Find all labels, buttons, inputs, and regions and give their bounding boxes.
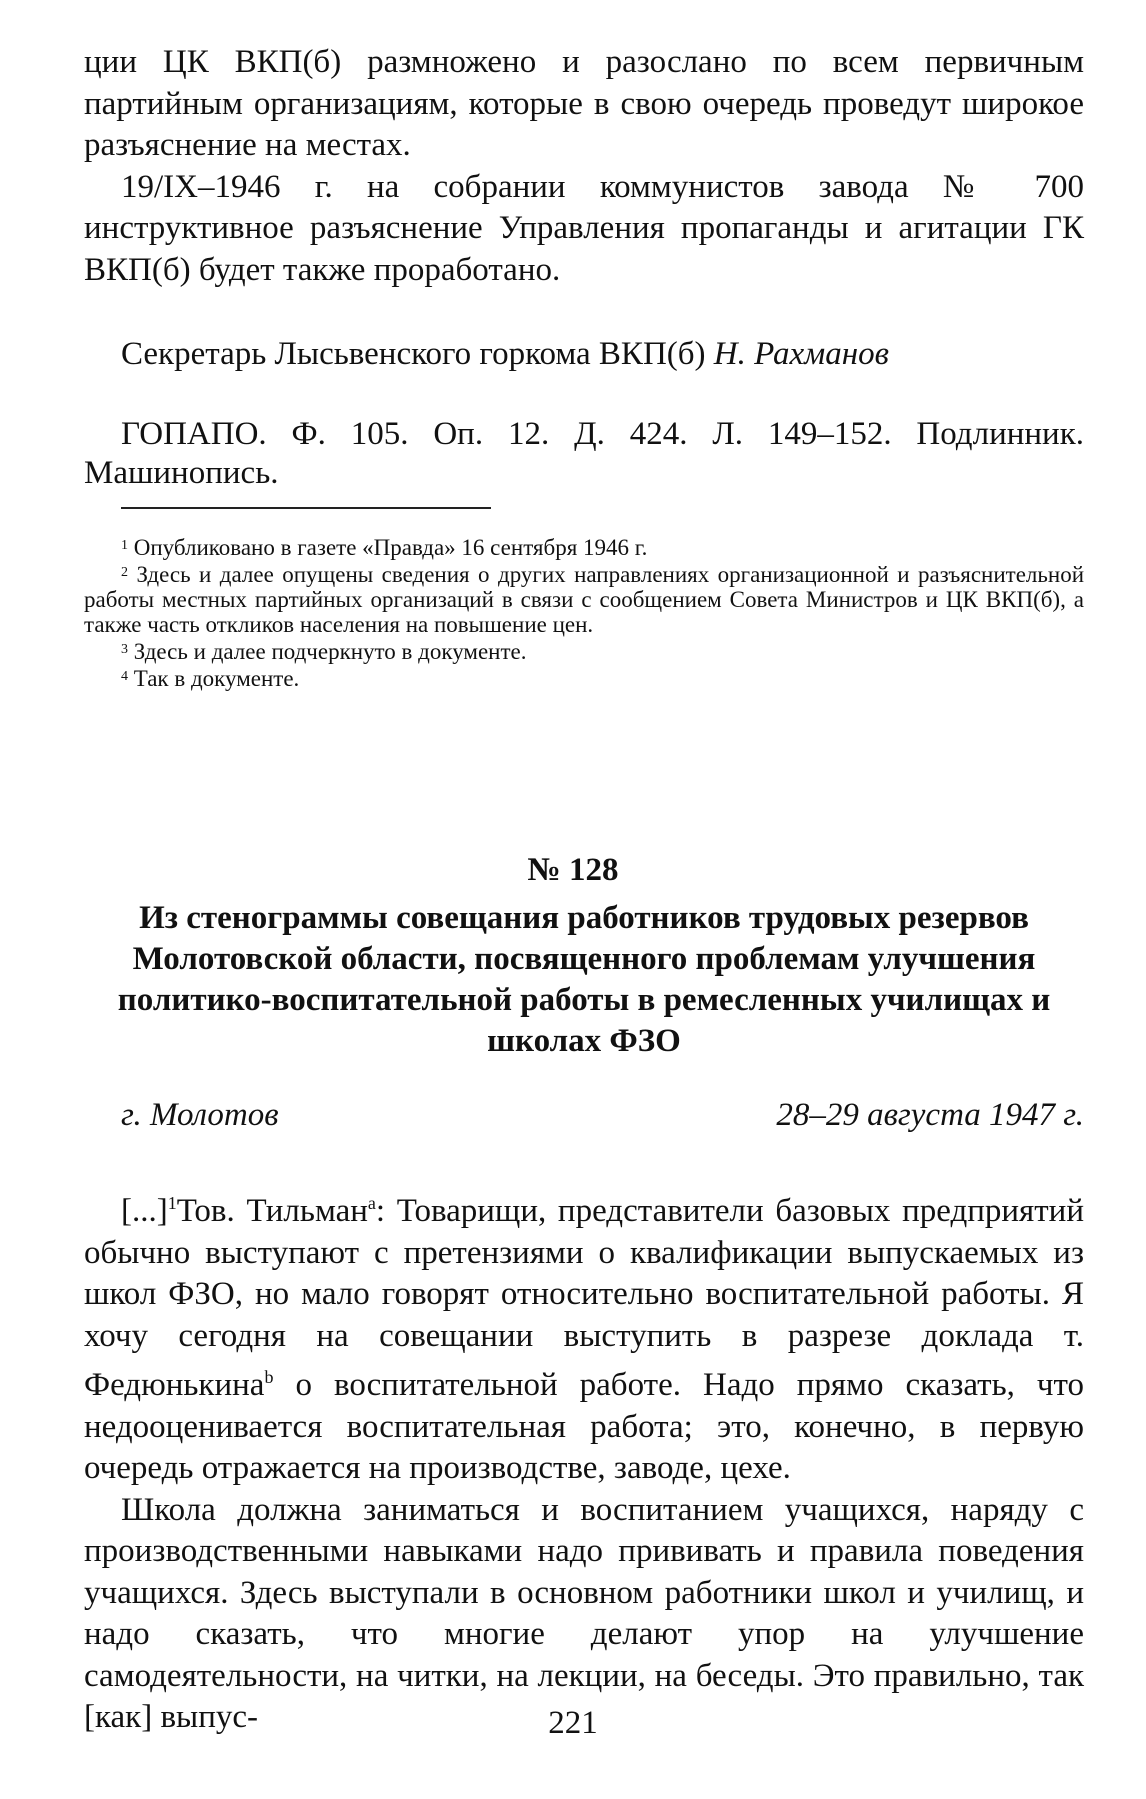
document-body bbox=[84, 1183, 1084, 1739]
signature-line bbox=[121, 336, 889, 373]
paragraph-school: Школа должна заниматься и воспитанием учащихся, наряду с производственными навыками надо прививать и правила поведения учащихся. Здесь выступали в основном работники школ и училищ, и надо сказать, что многие делают упор на улучшение самодеятельности, на читки, на лекции, на беседы. Это правильно, так [как] выпус- bbox=[84, 1491, 1084, 1735]
footnote: $^4$ Так в документе. bbox=[121, 666, 300, 691]
page-number: 221 bbox=[548, 1705, 598, 1741]
document-number: № 128 bbox=[527, 852, 619, 888]
footnotes bbox=[84, 533, 1084, 691]
paragraph-continued: ции ЦК ВКП(б) размножено и разослано по всем первичным партийным организациям, которые в свою очередь проведут широкое разъяснение на местах. bbox=[84, 44, 1084, 163]
paragraph-tilman: [...]$^1$Тов. Тильман$^a$: Товарищи, представители базовых предприятий обычно выступают с претензиями о квалификации выпускаемых из школ ФЗО, но мало говорят относительно воспитательной работы. Я хочу сегодня на совещании выступить в разрезе доклада т. Федюнькина$^b$ о воспитательной работе. Надо прямо сказать, что недооценивается воспитательная работа; это, конечно, в первую очередь отражается на производстве, заводе, цехе. bbox=[84, 1193, 1084, 1486]
signature-role: Секретарь Лысьвенского горкома ВКП(б) bbox=[121, 336, 706, 372]
document-title: Из стенограммы совещания работников трудовых резервов Молотовской области, посвященного проблемам улучшения политико-воспитательной работы в ремесленных училищах и школах ФЗО bbox=[117, 900, 1051, 1059]
footnote-divider bbox=[121, 507, 491, 509]
footnote: $^2$ Здесь и далее опущены сведения о других направлениях организационной и разъяснительной работы местных партийных организаций в связи с сообщением Совета Министров и ЦК ВКП(б), а также часть откликов населения на повышение цен. bbox=[84, 562, 1085, 637]
signature-name: Н. Рахманов bbox=[713, 336, 889, 372]
paragraph-plant-700: 19/IX–1946 г. на собрании коммунистов завода № 700 инструктивное разъяснение Управления пропаганды и агитации ГК ВКП(б) будет также проработано. bbox=[84, 168, 1084, 288]
continued-text-block bbox=[84, 42, 1084, 291]
footnote: $^3$ Здесь и далее подчеркнуто в документе. bbox=[121, 639, 527, 664]
footnote: $^1$ Опубликовано в газете «Правда» 16 сентября 1946 г. bbox=[121, 535, 648, 560]
document-date: 28–29 августа 1947 г. bbox=[776, 1097, 1084, 1133]
archive-reference: ГОПАПО. Ф. 105. Оп. 12. Д. 424. Л. 149–152. Подлинник. Машинопись. bbox=[84, 416, 1084, 491]
document-place: г. Молотов bbox=[121, 1097, 279, 1133]
